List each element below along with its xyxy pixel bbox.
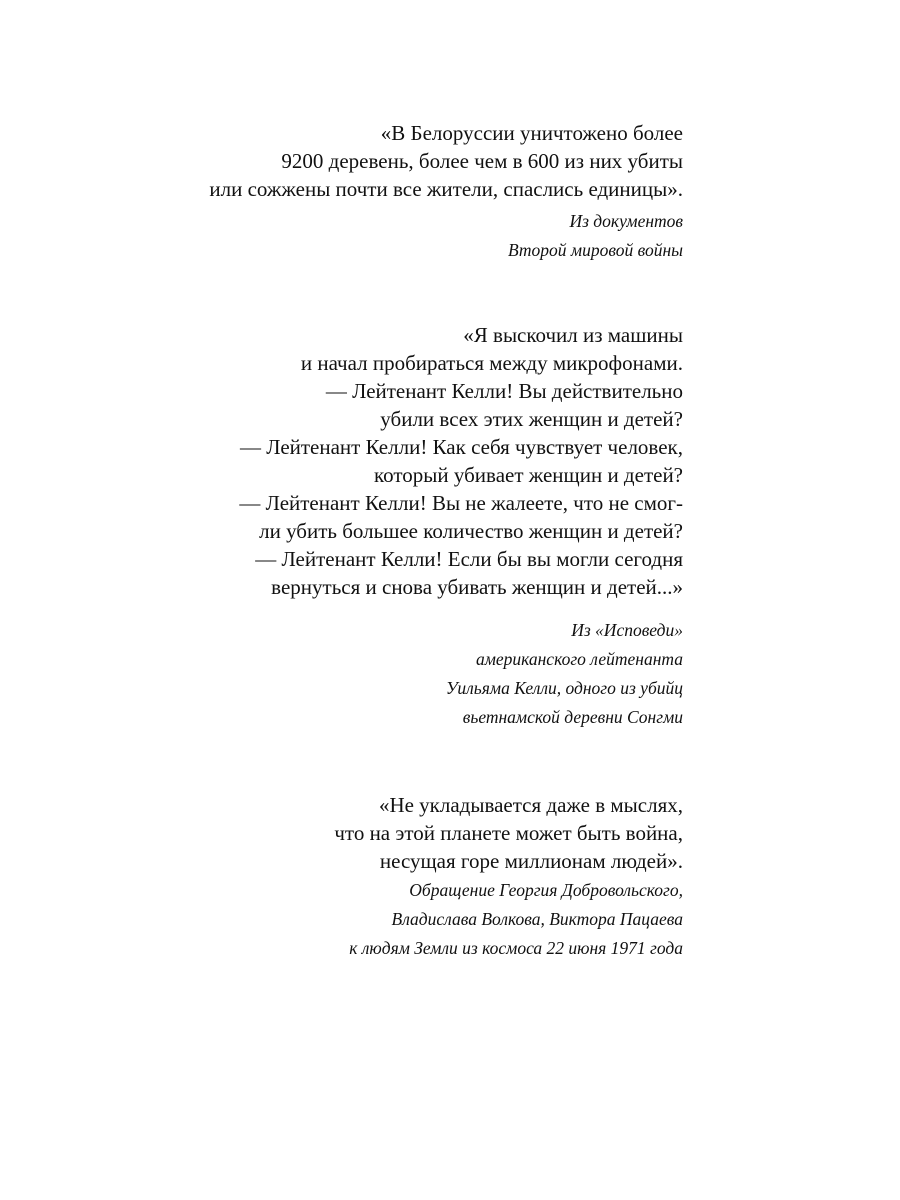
quote-line: убили всех этих женщин и детей?: [380, 407, 683, 431]
quote-line: — Лейтенант Келли! Как себя чувствует человек,: [239, 435, 683, 459]
quote-line: или сожжены почти все жители, спаслись единицы».: [209, 177, 683, 201]
epigraph-source: [83, 616, 683, 732]
quote-line: — Лейтенант Келли! Вы действительно: [325, 379, 683, 403]
quote-line: — Лейтенант Келли! Если бы вы могли сегодня: [255, 547, 683, 571]
source-line: американского лейтенанта: [475, 649, 683, 669]
epigraph-quote: [83, 321, 683, 601]
quote-line: «Я выскочил из машины: [463, 323, 683, 347]
source-line: Из документов: [569, 211, 683, 231]
quote-line: ли убить большее количество женщин и детей?: [259, 519, 683, 543]
epigraph-source: [83, 207, 683, 265]
quote-line: и начал пробираться между микрофонами.: [300, 351, 683, 375]
source-line: Обращение Георгия Добровольского,: [409, 880, 683, 900]
quote-line: который убивает женщин и детей?: [374, 463, 683, 487]
epigraph-source: [83, 876, 683, 963]
source-line: Уильяма Келли, одного из убийц: [445, 678, 683, 698]
quote-line: что на этой планете может быть война,: [334, 821, 683, 845]
source-line: вьетнамской деревни Сонгми: [462, 707, 683, 727]
source-line: Из «Исповеди»: [571, 620, 683, 640]
source-line: Владислава Волкова, Виктора Пацаева: [391, 909, 683, 929]
epigraph-quote: [83, 791, 683, 875]
quote-line: «Не укладывается даже в мыслях,: [378, 793, 683, 817]
source-line: к людям Земли из космоса 22 июня 1971 года: [349, 938, 683, 958]
epigraph-kelly: [83, 321, 683, 732]
source-line: Второй мировой войны: [508, 240, 683, 260]
epigraph-belarus: [83, 119, 683, 265]
quote-line: «В Белоруссии уничтожено более: [380, 121, 683, 145]
quote-line: несущая горе миллионам людей».: [379, 849, 683, 873]
quote-line: 9200 деревень, более чем в 600 из них убиты: [281, 149, 683, 173]
quote-line: вернуться и снова убивать женщин и детей...»: [271, 575, 683, 599]
epigraph-quote: [83, 119, 683, 203]
quote-line: — Лейтенант Келли! Вы не жалеете, что не смог-: [239, 491, 683, 515]
epigraph-cosmonauts: [83, 791, 683, 963]
